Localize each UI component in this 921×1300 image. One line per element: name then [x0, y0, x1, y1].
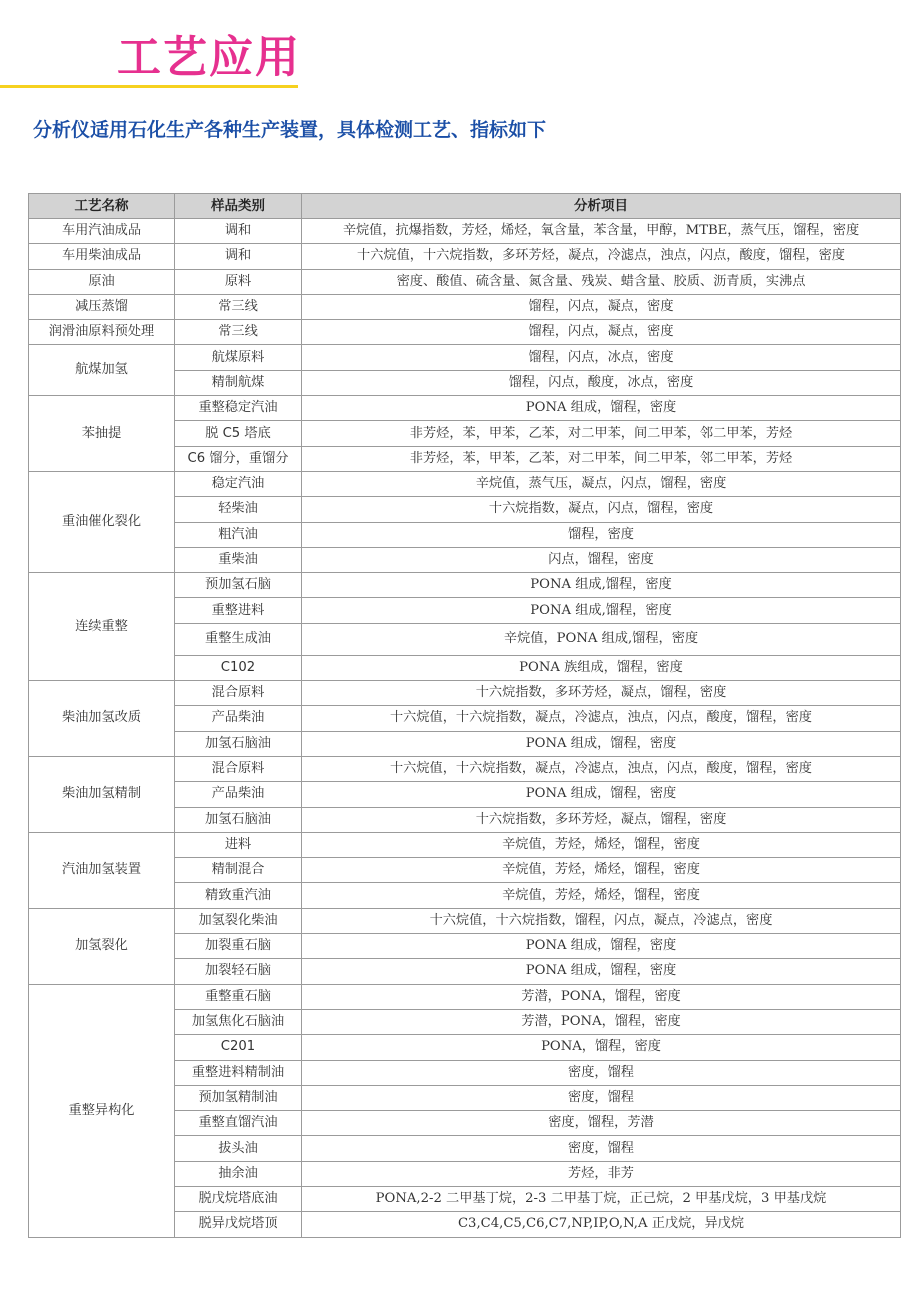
- analysis-items-cell: 非芳烃，苯，甲苯，乙苯，对二甲苯，间二甲苯，邻二甲苯，芳烃: [302, 446, 901, 471]
- sample-type-cell: 调和: [175, 219, 302, 244]
- sample-type-cell: 混合原料: [175, 681, 302, 706]
- header-row: [29, 194, 901, 219]
- sample-type-cell: 重整稳定汽油: [175, 396, 302, 421]
- sample-type-cell: C201: [175, 1035, 302, 1060]
- sample-type-cell: 加氢焦化石脑油: [175, 1009, 302, 1034]
- process-name-cell: 润滑油原料预处理: [29, 320, 175, 345]
- sample-type-cell: 轻柴油: [175, 497, 302, 522]
- analysis-items-cell: 馏程，闪点，冰点，密度: [302, 345, 901, 370]
- process-name-cell: 车用柴油成品: [29, 244, 175, 269]
- analysis-items-cell: 非芳烃，苯，甲苯，乙苯，对二甲苯，间二甲苯，邻二甲苯，芳烃: [302, 421, 901, 446]
- sample-type-cell: 预加氢石脑: [175, 573, 302, 598]
- table-row: [29, 244, 901, 269]
- table-row: [29, 681, 901, 706]
- page-title: 工艺应用: [117, 32, 301, 83]
- analysis-items-cell: C3,C4,C5,C6,C7,NP,IP,O,N,A 正戊烷，异戊烷: [302, 1212, 901, 1237]
- sample-type-cell: 加裂重石脑: [175, 934, 302, 959]
- process-name-cell: 原油: [29, 269, 175, 294]
- analysis-items-cell: 辛烷值，PONA 组成,馏程，密度: [302, 623, 901, 655]
- sample-type-cell: 脱 C5 塔底: [175, 421, 302, 446]
- analysis-items-cell: PONA 组成，馏程，密度: [302, 782, 901, 807]
- sample-type-cell: 加氢裂化柴油: [175, 908, 302, 933]
- sample-type-cell: 加氢石脑油: [175, 731, 302, 756]
- analysis-items-cell: 馏程，密度: [302, 522, 901, 547]
- process-name-cell: 车用汽油成品: [29, 219, 175, 244]
- analysis-items-cell: 闪点，馏程，密度: [302, 547, 901, 572]
- sample-type-cell: 航煤原料: [175, 345, 302, 370]
- sample-type-cell: C102: [175, 655, 302, 680]
- analysis-items-cell: PONA 组成，馏程，密度: [302, 959, 901, 984]
- analysis-items-cell: 密度，馏程: [302, 1085, 901, 1110]
- table-row: [29, 832, 901, 857]
- sample-type-cell: 抽余油: [175, 1161, 302, 1186]
- header-sample-type: 样品类别: [175, 194, 302, 219]
- table-row: [29, 345, 901, 370]
- sample-type-cell: 精制航煤: [175, 370, 302, 395]
- sample-type-cell: 预加氢精制油: [175, 1085, 302, 1110]
- sample-type-cell: 重整重石脑: [175, 984, 302, 1009]
- process-name-cell: 柴油加氢精制: [29, 756, 175, 832]
- header-analysis-items: 分析项目: [302, 194, 901, 219]
- table-row: [29, 471, 901, 496]
- title-underline: [0, 85, 298, 88]
- sample-type-cell: 精致重汽油: [175, 883, 302, 908]
- sample-type-cell: 调和: [175, 244, 302, 269]
- analysis-items-cell: 辛烷值，蒸气压，凝点，闪点，馏程，密度: [302, 471, 901, 496]
- table-body: [29, 219, 901, 1238]
- sample-type-cell: 加裂轻石脑: [175, 959, 302, 984]
- analysis-items-cell: PONA,2-2 二甲基丁烷，2-3 二甲基丁烷，正己烷，2 甲基戊烷，3 甲基戊烷: [302, 1186, 901, 1211]
- sample-type-cell: 加氢石脑油: [175, 807, 302, 832]
- sample-type-cell: 脱异戊烷塔顶: [175, 1212, 302, 1237]
- sample-type-cell: 常三线: [175, 320, 302, 345]
- sample-type-cell: 脱戊烷塔底油: [175, 1186, 302, 1211]
- sample-type-cell: 产品柴油: [175, 782, 302, 807]
- analysis-items-cell: 辛烷值，芳烃，烯烃，馏程，密度: [302, 858, 901, 883]
- analysis-items-cell: 馏程，闪点，酸度，冰点，密度: [302, 370, 901, 395]
- analysis-items-cell: 十六烷指数，凝点，闪点，馏程，密度: [302, 497, 901, 522]
- process-name-cell: 苯抽提: [29, 396, 175, 472]
- table-row: [29, 573, 901, 598]
- table-row: [29, 269, 901, 294]
- analysis-items-cell: PONA 组成，馏程，密度: [302, 731, 901, 756]
- sample-type-cell: 重整生成油: [175, 623, 302, 655]
- sample-type-cell: 重整进料精制油: [175, 1060, 302, 1085]
- analysis-items-cell: 芳潜，PONA，馏程，密度: [302, 984, 901, 1009]
- sample-type-cell: 原料: [175, 269, 302, 294]
- analysis-items-cell: 十六烷值，十六烷指数，凝点，冷滤点，浊点，闪点，酸度，馏程，密度: [302, 706, 901, 731]
- sample-type-cell: 精制混合: [175, 858, 302, 883]
- sample-type-cell: 混合原料: [175, 756, 302, 781]
- process-name-cell: 加氢裂化: [29, 908, 175, 984]
- table-row: [29, 908, 901, 933]
- analysis-items-cell: 馏程，闪点，凝点，密度: [302, 320, 901, 345]
- analysis-items-cell: 密度，馏程，芳潜: [302, 1111, 901, 1136]
- process-name-cell: 柴油加氢改质: [29, 681, 175, 757]
- analysis-items-cell: PONA 组成，馏程，密度: [302, 396, 901, 421]
- analysis-items-cell: 辛烷值，芳烃，烯烃，馏程，密度: [302, 883, 901, 908]
- table-row: [29, 219, 901, 244]
- process-name-cell: 重整异构化: [29, 984, 175, 1237]
- sample-type-cell: 拔头油: [175, 1136, 302, 1161]
- sample-type-cell: 产品柴油: [175, 706, 302, 731]
- analysis-items-cell: 馏程，闪点，凝点，密度: [302, 294, 901, 319]
- sample-type-cell: 稳定汽油: [175, 471, 302, 496]
- sample-type-cell: 进料: [175, 832, 302, 857]
- table-row: [29, 294, 901, 319]
- analysis-items-cell: 辛烷值，抗爆指数，芳烃，烯烃，氧含量，苯含量，甲醇，MTBE，蒸气压，馏程，密度: [302, 219, 901, 244]
- analysis-items-cell: PONA 组成，馏程，密度: [302, 934, 901, 959]
- sample-type-cell: 重整进料: [175, 598, 302, 623]
- process-name-cell: 减压蒸馏: [29, 294, 175, 319]
- analysis-items-cell: 密度、酸值、硫含量、氮含量、残炭、蜡含量、胶质、沥青质，实沸点: [302, 269, 901, 294]
- sample-type-cell: 常三线: [175, 294, 302, 319]
- table-row: [29, 396, 901, 421]
- table-row: [29, 320, 901, 345]
- analysis-items-cell: PONA 组成,馏程，密度: [302, 573, 901, 598]
- analysis-items-cell: 十六烷值，十六烷指数，馏程，闪点，凝点，冷滤点，密度: [302, 908, 901, 933]
- table-header: [29, 194, 901, 219]
- header-process-name: 工艺名称: [29, 194, 175, 219]
- sample-type-cell: 重整直馏汽油: [175, 1111, 302, 1136]
- process-table: [28, 193, 901, 1238]
- analysis-items-cell: 十六烷值，十六烷指数，凝点，冷滤点，浊点，闪点，酸度，馏程，密度: [302, 756, 901, 781]
- analysis-items-cell: 密度，馏程: [302, 1136, 901, 1161]
- analysis-items-cell: PONA 组成,馏程，密度: [302, 598, 901, 623]
- process-name-cell: 连续重整: [29, 573, 175, 681]
- sample-type-cell: 粗汽油: [175, 522, 302, 547]
- page-subtitle: 分析仪适用石化生产各种生产装置，具体检测工艺、指标如下: [33, 119, 547, 141]
- analysis-items-cell: 密度，馏程: [302, 1060, 901, 1085]
- analysis-items-cell: PONA，馏程，密度: [302, 1035, 901, 1060]
- table-row: [29, 984, 901, 1009]
- process-name-cell: 汽油加氢装置: [29, 832, 175, 908]
- analysis-items-cell: 芳潜，PONA，馏程，密度: [302, 1009, 901, 1034]
- analysis-items-cell: 十六烷指数，多环芳烃，凝点，馏程，密度: [302, 807, 901, 832]
- process-name-cell: 航煤加氢: [29, 345, 175, 396]
- analysis-items-cell: 芳烃，非芳: [302, 1161, 901, 1186]
- analysis-items-cell: 辛烷值，芳烃，烯烃，馏程，密度: [302, 832, 901, 857]
- process-name-cell: 重油催化裂化: [29, 471, 175, 572]
- analysis-items-cell: 十六烷值，十六烷指数，多环芳烃，凝点，冷滤点，浊点，闪点，酸度，馏程，密度: [302, 244, 901, 269]
- sample-type-cell: C6 馏分，重馏分: [175, 446, 302, 471]
- analysis-items-cell: 十六烷指数，多环芳烃，凝点，馏程，密度: [302, 681, 901, 706]
- table-row: [29, 756, 901, 781]
- sample-type-cell: 重柴油: [175, 547, 302, 572]
- analysis-items-cell: PONA 族组成，馏程，密度: [302, 655, 901, 680]
